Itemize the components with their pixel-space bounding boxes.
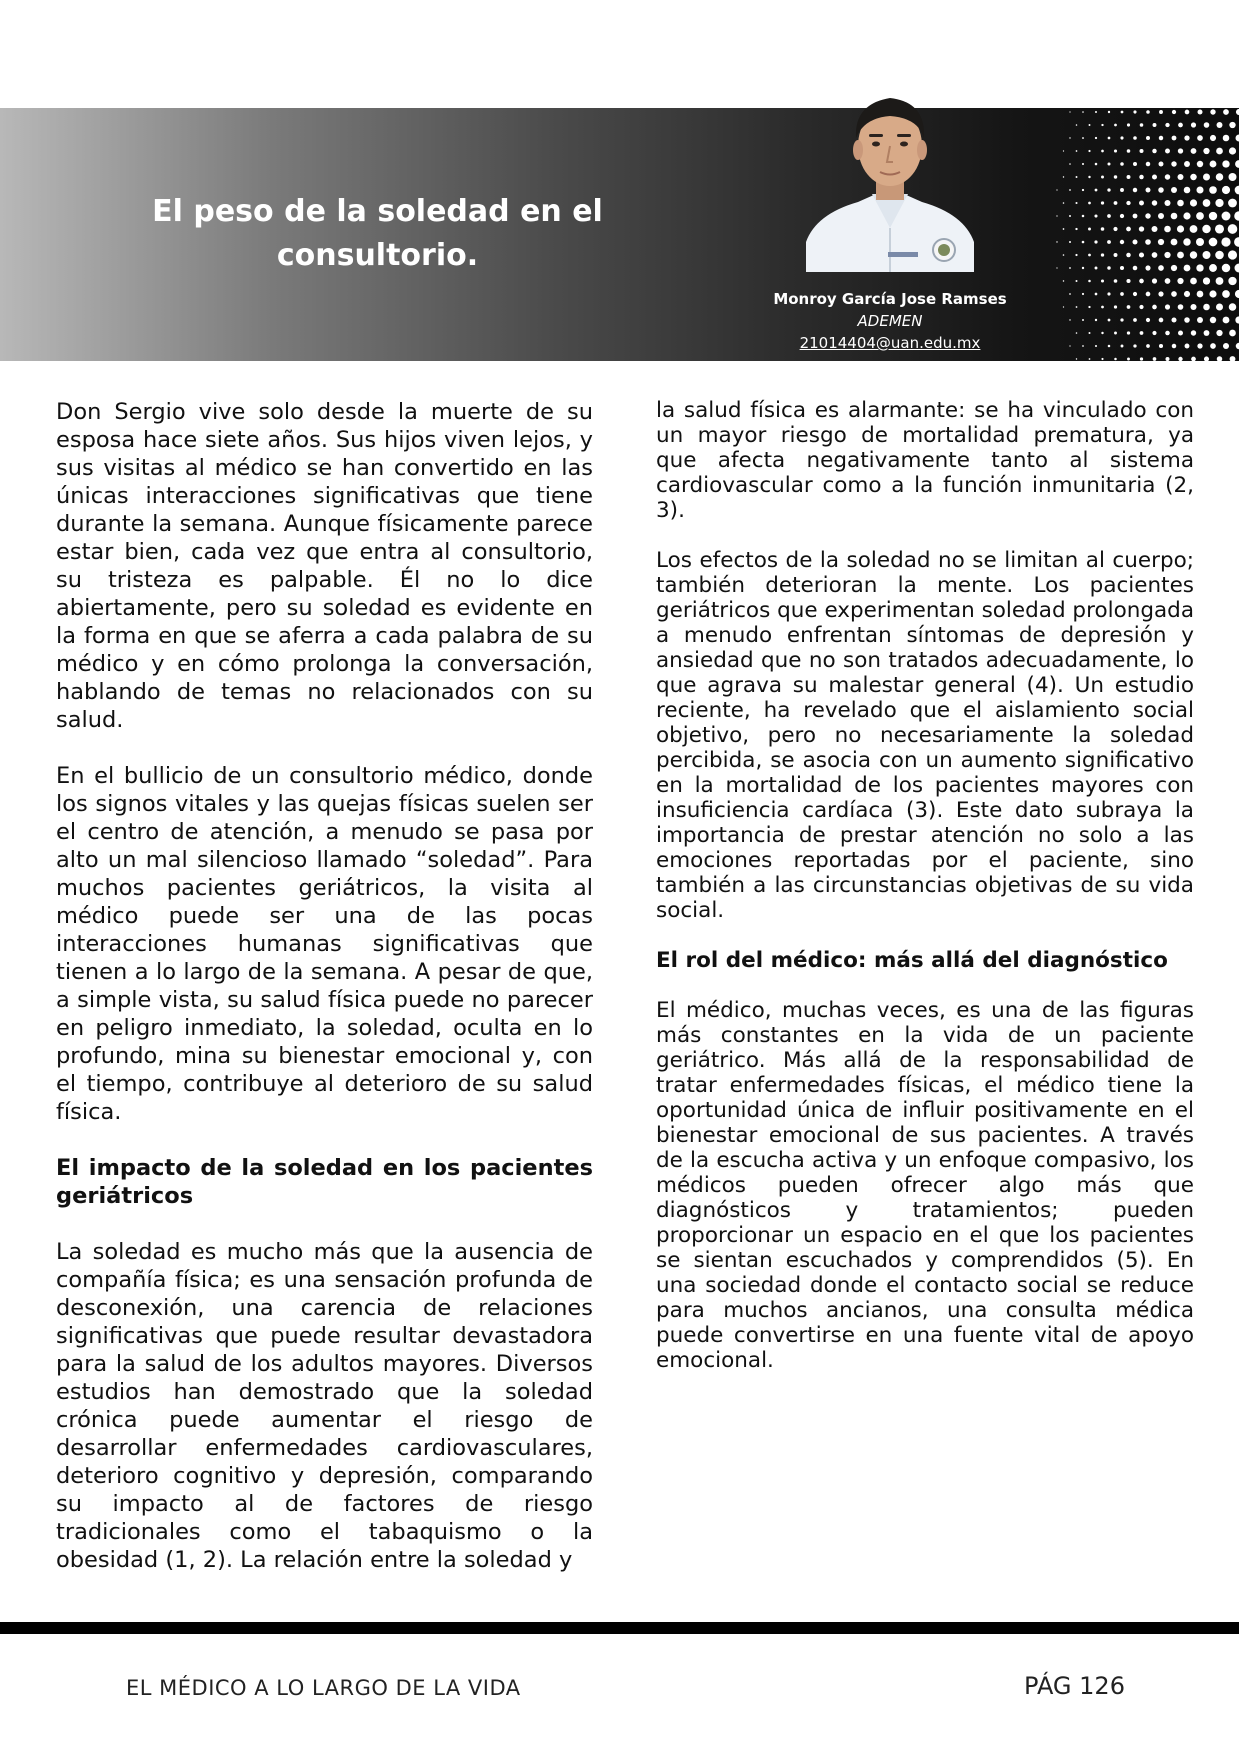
author-photo	[806, 82, 974, 272]
right-column	[656, 398, 1194, 1373]
paragraph-impact: La soledad es mucho más que la ausencia de compañía física; es una sensación profunda de desconexión, una carencia de relaciones significativas que puede resultar devastadora para la salud de los adultos mayores. Diversos estudios han demostrado que la soledad crónica puede aumentar el riesgo de desarrollar enfermedades cardiovasculares, deterioro cognitivo y depresión, comparando su impacto al de factores de riesgo tradicionales como el tabaquismo o la obesidad (1, 2). La relación entre la soledad y	[56, 1239, 593, 1573]
author-info	[740, 288, 1040, 354]
paragraph-continuation: la salud física es alarmante: se ha vinculado con un mayor riesgo de mortalidad prematura, ya que afecta negativamente tanto al sistema cardiovascular como a la función inmunitaria (2, 3).	[656, 398, 1194, 523]
paragraph-context: En el bullicio de un consultorio médico, donde los signos vitales y las quejas físicas suelen ser el centro de atención, a menudo se pasa por alto un mal silencioso llamado “soledad”. Para muchos pacientes geriátricos, la visita al médico puede ser una de las pocas interacciones humanas significativas que tienen a lo largo de la semana. A pesar de que, a simple vista, su salud física puede no parecer en peligro inmediato, la soledad, oculta en lo profundo, mina su bienestar emocional y, con el tiempo, contribuye al deterioro de su salud física.	[56, 763, 593, 1125]
paragraph-intro: Don Sergio vive solo desde la muerte de su esposa hace siete años. Sus hijos viven lejos, y sus visitas al médico se han convertido en las únicas interacciones significativas que tiene durante la semana. Aunque físicamente parece estar bien, cada vez que entra al consultorio, su tristeza es palpable. Él no lo dice abiertamente, pero su soledad es evidente en la forma en que se aferra a cada palabra de su médico y en cómo prolonga la conversación, hablando de temas no relacionados con su salud.	[56, 399, 593, 733]
author-name: Monroy García Jose Ramses	[773, 290, 1007, 308]
author-email-link[interactable]: 21014404@uan.edu.mx	[799, 334, 981, 352]
left-column	[56, 398, 593, 1574]
publication-name: EL MÉDICO A LO LARGO DE LA VIDA	[126, 1676, 521, 1700]
paragraph-mental-effects: Los efectos de la soledad no se limitan al cuerpo; también deterioran la mente. Los pacientes geriátricos que experimentan soledad prolongada a menudo enfrentan síntomas de depresión y ansiedad que no son tratados adecuadamente, lo que agrava su malestar general (4). Un estudio reciente, ha revelado que el aislamiento social objetivo, pero no necesariamente la soledad percibida, se asocia con un aumento significativo en la mortalidad de los pacientes mayores con insuficiencia cardíaca (3). Este dato subraya la importancia de prestar atención no solo a las emociones reportadas por el paciente, sino también a las circunstancias objetivas de su vida social.	[656, 548, 1195, 923]
section-heading-impact: El impacto de la soledad en los pacientes geriátricos	[56, 1155, 593, 1209]
author-organization: ADEMEN	[857, 312, 923, 330]
article-title: El peso de la soledad en el consultorio.	[152, 194, 603, 273]
section-heading-role: El rol del médico: más allá del diagnóstico	[656, 948, 1168, 973]
page-number: PÁG 126	[1024, 1672, 1125, 1700]
footer-divider	[0, 1622, 1239, 1634]
paragraph-role: El médico, muchas veces, es una de las figuras más constantes en la vida de un paciente geriátrico. Más allá de la responsabilidad de tratar enfermedades físicas, el médico tiene la oportunidad única de influir positivamente en el bienestar emocional de sus pacientes. A través de la escucha activa y un enfoque compasivo, los médicos pueden ofrecer algo más que diagnósticos y tratamientos; pueden proporcionar un espacio en el que los pacientes se sientan escuchados y comprendidos (5). En una sociedad donde el contacto social se reduce para muchos ancianos, una consulta médica puede convertirse en una fuente vital de apoyo emocional.	[656, 998, 1194, 1373]
